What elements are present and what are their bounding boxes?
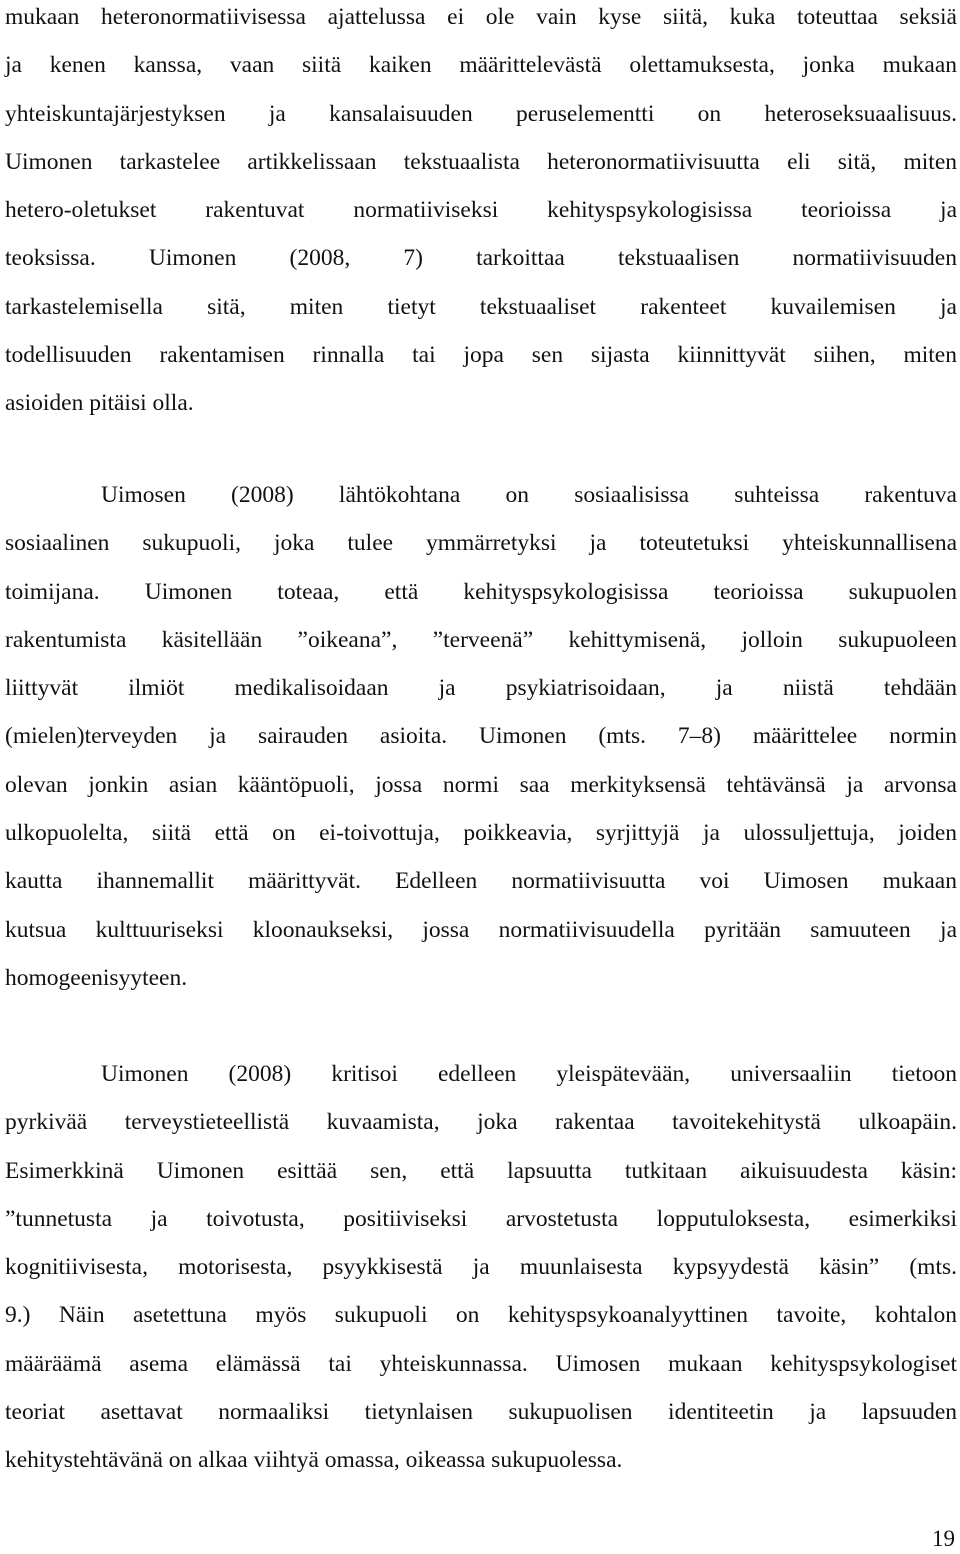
paragraph-line: tarkastelemisella sitä, miten tietyt tekstuaaliset rakenteet kuvailemisen ja xyxy=(5,293,957,320)
paragraph-line: olevan jonkin asian kääntöpuoli, jossa normi saa merkityksensä tehtävänsä ja arvonsa xyxy=(5,771,957,798)
page-number: 19 xyxy=(932,1526,955,1551)
paragraph-line: pyrkivää terveystieteellistä kuvaamista, joka rakentaa tavoitekehitystä ulkoapäin. xyxy=(5,1109,957,1136)
paragraph-line: kehitystehtävänä on alkaa viihtyä omassa, oikeassa sukupuolessa. xyxy=(5,1447,623,1474)
paragraph-line: Esimerkkinä Uimonen esittää sen, että lapsuutta tutkitaan aikuisuudesta käsin: xyxy=(5,1157,957,1184)
paragraph-line: teoriat asettavat normaaliksi tietynlaisen sukupuolisen identiteetin ja lapsuuden xyxy=(5,1399,957,1426)
paragraph-line: ”tunnetusta ja toivotusta, positiiviseksi arvostetusta lopputuloksesta, esimerkiksi xyxy=(5,1205,957,1232)
paragraph-2 xyxy=(5,471,957,1002)
paragraph-line: hetero-oletukset rakentuvat normatiiviseksi kehityspsykologisissa teorioissa ja xyxy=(5,197,957,224)
paragraph-line: (mielen)terveyden ja sairauden asioita. Uimonen (mts. 7–8) määrittelee normin xyxy=(5,723,957,750)
paragraph-line: kautta ihannemallit määrittyvät. Edelleen normatiivisuutta voi Uimosen mukaan xyxy=(5,868,957,895)
paragraph-line: homogeenisyyteen. xyxy=(5,964,188,991)
paragraph-3 xyxy=(5,1050,957,1485)
paragraph-line: Uimosen (2008) lähtökohtana on sosiaalisissa suhteissa rakentuva xyxy=(101,482,957,508)
paragraph-line: sosiaalinen sukupuoli, joka tulee ymmärretyksi ja toteutetuksi yhteiskunnallisena xyxy=(5,530,957,557)
paragraph-line: Uimonen tarkastelee artikkelissaan tekstuaalista heteronormatiivisuutta eli sitä, miten xyxy=(5,148,957,175)
paragraph-line: asioiden pitäisi olla. xyxy=(5,390,194,417)
paragraph-line: liittyvät ilmiöt medikalisoidaan ja psykiatrisoidaan, ja niistä tehdään xyxy=(5,675,957,702)
paragraph-line: 9.) Näin asetettuna myös sukupuoli on kehityspsykoanalyyttinen tavoite, kohtalon xyxy=(5,1302,957,1329)
paragraph-line: toimijana. Uimonen toteaa, että kehityspsykologisissa teorioissa sukupuolen xyxy=(5,578,957,605)
paragraph-line: yhteiskuntajärjestyksen ja kansalaisuuden peruselementti on heteroseksuaalisuus. xyxy=(5,100,957,127)
paragraph-line: ja kenen kanssa, vaan siitä kaiken määrittelevästä olettamuksesta, jonka mukaan xyxy=(5,52,957,79)
paragraph-line: ulkopuolelta, siitä että on ei-toivottuja, poikkeavia, syrjittyjä ja ulossuljettuja, joiden xyxy=(5,820,957,847)
paragraph-line: todellisuuden rakentamisen rinnalla tai jopa sen sijasta kiinnittyvät siihen, miten xyxy=(5,342,957,369)
paragraph-line: kognitiivisesta, motorisesta, psyykkisestä ja muunlaisesta kypsyydestä käsin” (mts. xyxy=(5,1254,957,1281)
paragraph-line: määräämä asema elämässä tai yhteiskunnassa. Uimosen mukaan kehityspsykologiset xyxy=(5,1350,957,1377)
paragraph-1 xyxy=(5,0,957,428)
paragraph-line: kutsua kulttuuriseksi kloonaukseksi, jossa normatiivisuudella pyritään samuuteen ja xyxy=(5,916,957,943)
paragraph-line: mukaan heteronormatiivisessa ajattelussa ei ole vain kyse siitä, kuka toteuttaa seksiä xyxy=(5,4,957,30)
paragraph-line: rakentumista käsitellään ”oikeana”, ”terveenä” kehittymisenä, jolloin sukupuoleen xyxy=(5,626,957,653)
paragraph-line: Uimonen (2008) kritisoi edelleen yleispätevään, universaaliin tietoon xyxy=(101,1061,957,1087)
paragraph-line: teoksissa. Uimonen (2008, 7) tarkoittaa tekstuaalisen normatiivisuuden xyxy=(5,245,957,272)
